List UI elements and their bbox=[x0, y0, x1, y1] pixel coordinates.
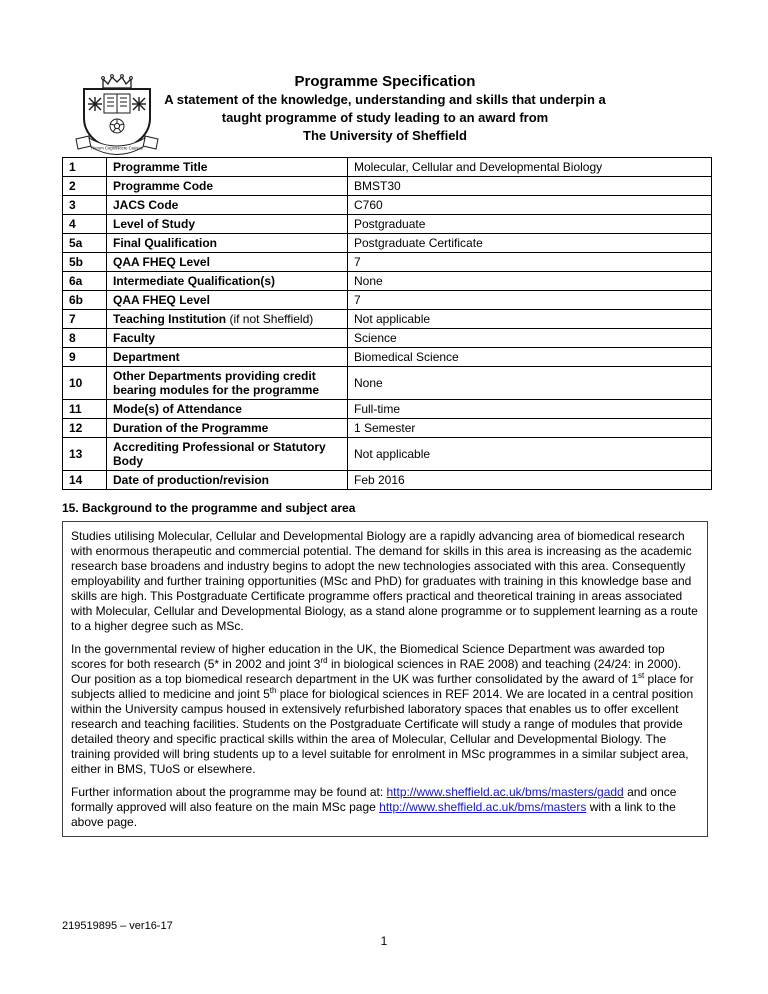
table-row bbox=[63, 471, 712, 490]
row-value-cell: Full-time bbox=[348, 400, 712, 419]
page-title: Programme Specification bbox=[294, 73, 476, 90]
table-row bbox=[63, 400, 712, 419]
masters-page-link[interactable]: http://www.sheffield.ac.uk/bms/masters bbox=[379, 800, 587, 814]
table-row bbox=[63, 291, 712, 310]
row-label-cell: Faculty bbox=[107, 329, 348, 348]
row-label-cell bbox=[107, 310, 348, 329]
row-value-cell: Postgraduate Certificate bbox=[348, 234, 712, 253]
table-row bbox=[63, 234, 712, 253]
row-value-cell: Feb 2016 bbox=[348, 471, 712, 490]
row-number-cell: 7 bbox=[63, 310, 107, 329]
subtitle-line-3: The University of Sheffield bbox=[303, 128, 467, 143]
row-number-cell: 11 bbox=[63, 400, 107, 419]
table-row bbox=[63, 438, 712, 471]
row-number-cell: 4 bbox=[63, 215, 107, 234]
row-value-cell: 1 Semester bbox=[348, 419, 712, 438]
row-label-note: (if not Sheffield) bbox=[226, 312, 314, 326]
row-number-cell: 5a bbox=[63, 234, 107, 253]
superscript: th bbox=[269, 686, 277, 695]
row-label-cell: Mode(s) of Attendance bbox=[107, 400, 348, 419]
row-number-cell: 3 bbox=[63, 196, 107, 215]
row-label-cell: Department bbox=[107, 348, 348, 367]
table-row bbox=[63, 196, 712, 215]
row-label-cell: QAA FHEQ Level bbox=[107, 253, 348, 272]
table-row bbox=[63, 329, 712, 348]
page-content bbox=[62, 70, 708, 837]
table-row bbox=[63, 348, 712, 367]
table-row bbox=[63, 158, 712, 177]
masters-gadd-link[interactable]: http://www.sheffield.ac.uk/bms/masters/gadd bbox=[386, 785, 624, 799]
document-header bbox=[62, 70, 708, 157]
subtitle-line-2: taught programme of study leading to an award from bbox=[221, 110, 549, 125]
table-row bbox=[63, 310, 712, 329]
table-row bbox=[63, 272, 712, 291]
row-label-cell: Intermediate Qualification(s) bbox=[107, 272, 348, 291]
row-label-text: Teaching Institution bbox=[113, 312, 227, 326]
row-number-cell: 14 bbox=[63, 471, 107, 490]
row-number-cell: 10 bbox=[63, 367, 107, 400]
text-run: with a link to the above page. bbox=[71, 800, 676, 829]
row-label-cell: Programme Title bbox=[107, 158, 348, 177]
row-number-cell: 5b bbox=[63, 253, 107, 272]
row-label-cell: Date of production/revision bbox=[107, 471, 348, 490]
row-value-cell: Science bbox=[348, 329, 712, 348]
text-run: place for subjects allied to medicine and joint 5 bbox=[71, 672, 694, 701]
row-label-cell: Level of Study bbox=[107, 215, 348, 234]
row-value-cell: Postgraduate bbox=[348, 215, 712, 234]
row-label-cell: Final Qualification bbox=[107, 234, 348, 253]
background-section-box bbox=[62, 521, 708, 837]
row-number-cell: 8 bbox=[63, 329, 107, 348]
rose-icon bbox=[110, 119, 124, 133]
row-number-cell: 6b bbox=[63, 291, 107, 310]
text-run: in biological sciences in RAE 2008) and teaching (24/24: in 2000). Our position as a top biomedical research department in the UK was further consolidated by the award of 1 bbox=[71, 657, 682, 686]
row-number-cell: 1 bbox=[63, 158, 107, 177]
row-value-cell: Biomedical Science bbox=[348, 348, 712, 367]
table-row bbox=[63, 367, 712, 400]
superscript: rd bbox=[320, 656, 328, 665]
row-value-cell: C760 bbox=[348, 196, 712, 215]
university-crest-icon bbox=[70, 71, 164, 158]
section-15-heading: 15. Background to the programme and subject area bbox=[62, 501, 356, 515]
table-row bbox=[63, 419, 712, 438]
crown-icon bbox=[102, 75, 133, 88]
programme-spec-table bbox=[62, 157, 712, 490]
row-label-cell: Programme Code bbox=[107, 177, 348, 196]
row-label-cell: QAA FHEQ Level bbox=[107, 291, 348, 310]
row-value-cell: 7 bbox=[348, 253, 712, 272]
text-run: and once formally approved will also feature on the main MSc page bbox=[71, 785, 677, 814]
row-value-cell: Molecular, Cellular and Developmental Biology bbox=[348, 158, 712, 177]
crest-motto-text: Rerum Cognoscere Causas bbox=[91, 145, 143, 151]
background-paragraph-2 bbox=[71, 642, 699, 777]
row-number-cell: 13 bbox=[63, 438, 107, 471]
row-value-cell: Not applicable bbox=[348, 438, 712, 471]
subtitle-line-1: A statement of the knowledge, understanding and skills that underpin a bbox=[164, 92, 606, 107]
book-icon bbox=[104, 94, 130, 113]
row-label-cell: Accrediting Professional or Statutory Body bbox=[107, 438, 348, 471]
row-value-cell: None bbox=[348, 272, 712, 291]
row-number-cell: 12 bbox=[63, 419, 107, 438]
row-label-cell: JACS Code bbox=[107, 196, 348, 215]
row-label-cell: Other Departments providing credit bearing modules for the programme bbox=[107, 367, 348, 400]
document-reference: 219519895 – ver16-17 bbox=[62, 920, 173, 932]
row-number-cell: 9 bbox=[63, 348, 107, 367]
text-run: In the governmental review of higher education in the UK, the Biomedical Science Department was awarded top scores for both research (5* in 2002 and joint 3 bbox=[71, 642, 665, 671]
text-run: Further information about the programme may be found at: bbox=[71, 785, 387, 799]
table-row bbox=[63, 253, 712, 272]
page-number: 1 bbox=[380, 934, 388, 948]
table-row bbox=[63, 215, 712, 234]
row-value-cell: Not applicable bbox=[348, 310, 712, 329]
star-emblem-right bbox=[132, 97, 146, 111]
star-emblem-left bbox=[88, 97, 102, 111]
row-number-cell: 2 bbox=[63, 177, 107, 196]
superscript: st bbox=[637, 671, 645, 680]
background-paragraph-3 bbox=[71, 785, 699, 830]
table-row bbox=[63, 177, 712, 196]
row-label-cell: Duration of the Programme bbox=[107, 419, 348, 438]
text-run: place for biological sciences in REF 2014. We are located in a central position within the University campus housed in extensively refurbished laboratory spaces that enables us to offer excellent research and teaching facilities. Students on the Postgraduate Certificate will study a range of modules that provide detailed theory and specific practical skills within the area of Molecular, Cellular and Developmental Biology. The training provided will bring students up to a level suitable for enrolment in MSc programmes in a similar subject area, either in BMS, TUoS or elsewhere. bbox=[71, 687, 694, 776]
row-value-cell: None bbox=[348, 367, 712, 400]
row-value-cell: BMST30 bbox=[348, 177, 712, 196]
row-number-cell: 6a bbox=[63, 272, 107, 291]
background-paragraph-1: Studies utilising Molecular, Cellular and Developmental Biology are a rapidly advancing area of biomedical research with enormous therapeutic and commercial potential. The demand for skills in this area is increasing as the academic research base broadens and industry begins to adopt the new technologies associated with this area. Consequently employability and further training opportunities (MSc and PhD) for graduates with training in this knowledge base and skills are high. This Postgraduate Certificate programme offers practical and theoretical training in areas associated with Molecular, Cellular and Developmental Biology, as a stand alone programme or to supplement learning as a route to a higher degree such as MSc. bbox=[71, 529, 698, 633]
row-value-cell: 7 bbox=[348, 291, 712, 310]
